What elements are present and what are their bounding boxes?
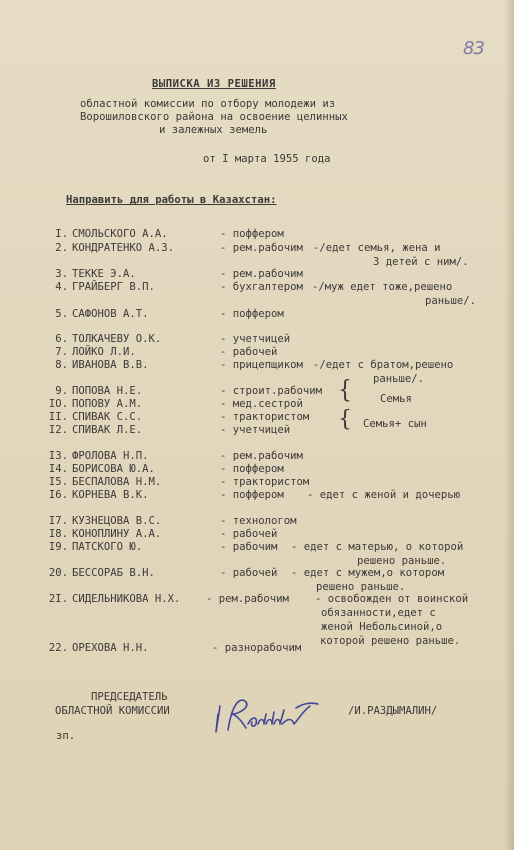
entry-role: - прицепщиком (220, 359, 303, 371)
entry-note: решено раньше. (316, 581, 406, 593)
directive-heading: Направить для работы в Казахстан: (66, 194, 277, 206)
entry-number: I6. (48, 489, 68, 501)
entry-name: ОРЕХОВА Н.Н. (72, 642, 149, 654)
entry-note: -/муж едет тоже,решено (312, 281, 453, 293)
entry-role: - поффером (220, 228, 284, 240)
page-number: 83 (463, 38, 484, 59)
entry-number: 8. (55, 359, 68, 371)
entry-role: - рабочей (220, 346, 278, 358)
document-title: ВЫПИСКА ИЗ РЕШЕНИЯ (152, 78, 276, 90)
entry-name: ПАТСКОГО Ю. (72, 541, 143, 553)
entry-number: I. (55, 228, 68, 240)
entry-role: - поффером (220, 489, 284, 501)
subtitle-line-1: областной комиссии по отбору молодежи из (80, 98, 336, 110)
entry-note: - едет с матерью, о которой (291, 541, 464, 553)
entry-name: СМОЛЬСКОГО А.А. (72, 228, 168, 240)
entry-number: 7. (55, 346, 68, 358)
entry-number: I3. (48, 450, 68, 462)
entry-number: 2I. (48, 593, 68, 605)
entry-name: БЕССОРАБ В.Н. (72, 567, 155, 579)
entry-role: - рем.рабочим (220, 450, 303, 462)
entry-note: женой Небольсиной,о (321, 621, 443, 633)
entry-number: I9. (48, 541, 68, 553)
entry-role: - мед.сестрой (220, 398, 303, 410)
entry-role: - разнорабочим (212, 642, 302, 654)
entry-note: раньше/. (373, 373, 425, 385)
entry-name: ФРОЛОВА Н.П. (72, 450, 149, 462)
entry-note: -/едет с братом,решено (313, 359, 454, 371)
entry-number: 4. (55, 281, 68, 293)
entry-number: I4. (48, 463, 68, 475)
entry-note: -/едет семья, жена и (313, 242, 441, 254)
entry-number: 20. (48, 567, 68, 579)
entry-name: ПОПОВУ А.М. (72, 398, 143, 410)
signatory-title-line-2: ОБЛАСТНОЙ КОМИССИИ (55, 705, 170, 717)
entry-name: КУЗНЕЦОВА В.С. (72, 515, 162, 527)
entry-name: ЛОЙКО Л.И. (72, 346, 136, 358)
entry-role: - поффером (220, 463, 284, 475)
entry-number: 2. (55, 242, 68, 254)
entry-note: раньше/. (425, 295, 477, 307)
entry-name: БЕСПАЛОВА Н.М. (72, 476, 162, 488)
entry-role: - бухгалтером (220, 281, 303, 293)
entry-role: - рем.рабочим (206, 593, 289, 605)
entry-note: которой решено раньше. (320, 635, 461, 647)
page-edge-shadow (504, 0, 514, 850)
entry-name: САФОНОВ А.Т. (72, 308, 149, 320)
entry-note: - едет с женой и дочерью (307, 489, 461, 501)
entry-number: I2. (48, 424, 68, 436)
entry-name: СПИВАК С.С. (72, 411, 143, 423)
brace-family: { (338, 376, 352, 405)
entry-number: 5. (55, 308, 68, 320)
entry-role: - поффером (220, 308, 284, 320)
entry-name: БОРИСОВА Ю.А. (72, 463, 155, 475)
entry-name: ГРАЙБЕРГ В.П. (72, 281, 155, 293)
entry-number: 3. (55, 268, 68, 280)
entry-name: ИВАНОВА В.В. (72, 359, 149, 371)
entry-name: КОНОПЛИНУ А.А. (72, 528, 162, 540)
entry-name: ТЕККЕ Э.А. (72, 268, 136, 280)
entry-number: I5. (48, 476, 68, 488)
entry-number: IO. (48, 398, 68, 410)
signatory-title-line-1: ПРЕДСЕДАТЕЛЬ (91, 691, 168, 703)
signature-image (206, 684, 326, 744)
entry-name: КОРНЕВА В.К. (72, 489, 149, 501)
subtitle-line-3: и залежных земель (159, 124, 268, 136)
entry-role: - учетчицей (220, 424, 291, 436)
entry-role: - трактористом (220, 476, 310, 488)
entry-role: - рабочим (220, 541, 278, 553)
entry-role: - рем.рабочим (220, 268, 303, 280)
entry-name: КОНДРАТЕНКО А.З. (72, 242, 175, 254)
group-label-family-son: Семья+ сын (363, 418, 427, 430)
entry-name: СИДЕЛЬНИКОВА Н.Х. (72, 593, 181, 605)
entry-role: - технологом (220, 515, 297, 527)
footer-initials: зп. (56, 730, 76, 742)
entry-number: II. (48, 411, 68, 423)
entry-note: решено раньше. (357, 555, 447, 567)
entry-name: ТОЛКАЧЕВУ О.К. (72, 333, 162, 345)
entry-note: - освобожден от воинской (315, 593, 469, 605)
entry-number: I8. (48, 528, 68, 540)
entry-role: - рабочей (220, 528, 278, 540)
entry-name: ПОПОВА Н.Е. (72, 385, 143, 397)
entry-number: 9. (55, 385, 68, 397)
entry-role: - учетчицей (220, 333, 291, 345)
signatory-name: /И.РАЗДЫМАЛИН/ (348, 705, 438, 717)
entry-role: - рабочей (220, 567, 278, 579)
entry-note: - едет с мужем,о котором (291, 567, 445, 579)
entry-number: 6. (55, 333, 68, 345)
document-date: от I марта 1955 года (203, 153, 331, 165)
brace-family-son: { (338, 407, 352, 432)
entry-role: - трактористом (220, 411, 310, 423)
entry-note: 3 детей с ним/. (373, 256, 469, 268)
entry-note: обязанности,едет с (321, 607, 436, 619)
group-label-family: Семья (380, 393, 412, 405)
entry-number: 22. (48, 642, 68, 654)
entry-role: - строит.рабочим (220, 385, 323, 397)
entry-number: I7. (48, 515, 68, 527)
entry-name: СПИВАК Л.Е. (72, 424, 143, 436)
entry-role: - рем.рабочим (220, 242, 303, 254)
subtitle-line-2: Ворошиловского района на освоение целинных (80, 111, 348, 123)
